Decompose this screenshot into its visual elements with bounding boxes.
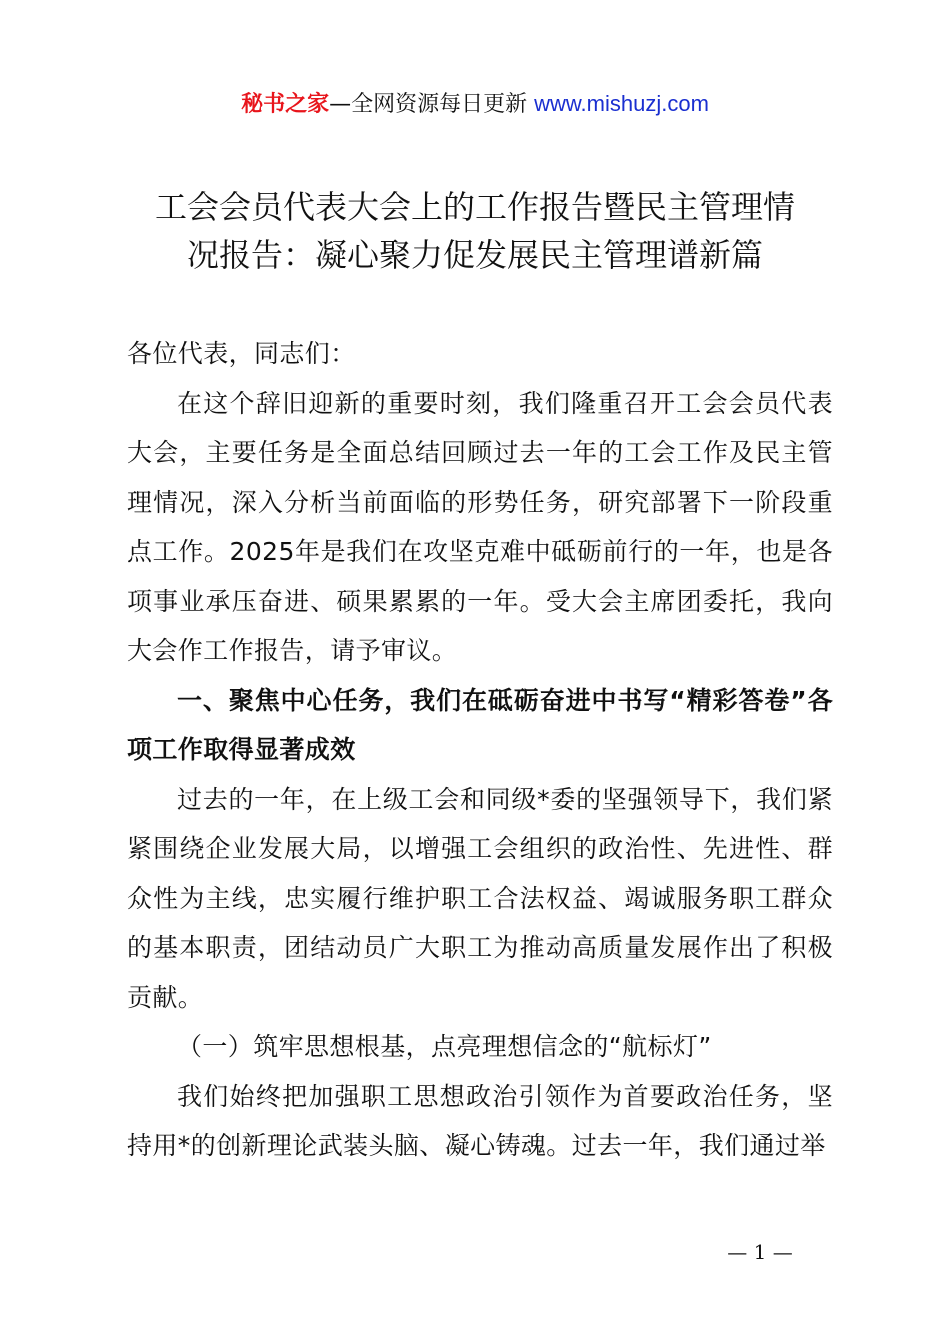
title-line-1: 工会会员代表大会上的工作报告暨民主管理情 (154, 188, 795, 226)
paragraph-intro: 在这个辞旧迎新的重要时刻，我们隆重召开工会会员代表大会，主要任务是全面总结回顾过去一年的工会工作及民主管理情况，深入分析当前面临的形势任务，研究部署下一阶段重点工作。2025年是我们在攻坚克难中砥砺前行的一年，也是各项事业承压奋进、硕果累累的一年。受大会主席团委托，我向大会作工作报告，请予审议。 (127, 388, 833, 665)
salutation: 各位代表，同志们： (127, 339, 356, 368)
title-line-2: 况报告：凝心聚力促发展民主管理谱新篇 (186, 236, 763, 274)
document-title (100, 183, 850, 279)
subsection-heading-1: （一）筑牢思想根基，点亮理想信念的“航标灯” (177, 1032, 712, 1061)
site-header (0, 86, 950, 123)
paragraph-ideology: 我们始终把加强职工思想政治引领作为首要政治任务，坚持用*的创新理论武装头脑、凝心铸魂。过去一年，我们通过举 (127, 1081, 833, 1160)
header-slogan: —全网资源每日更新 (329, 92, 535, 117)
site-url-link[interactable]: www.mishuzj.com (534, 91, 709, 116)
page-number: — 1 — (727, 1240, 793, 1264)
document-body (127, 329, 833, 1171)
section-heading-1: 一、聚焦中心任务，我们在砥砺奋进中书写“精彩答卷”各项工作取得显著成效 (127, 685, 833, 764)
paragraph-achievements: 过去的一年，在上级工会和同级*委的坚强领导下，我们紧紧围绕企业发展大局，以增强工会组织的政治性、先进性、群众性为主线，忠实履行维护职工合法权益、竭诚服务职工群众的基本职责，团结动员广大职工为推动高质量发展作出了积极贡献。 (127, 784, 833, 1012)
brand-name: 秘书之家 (241, 92, 330, 117)
